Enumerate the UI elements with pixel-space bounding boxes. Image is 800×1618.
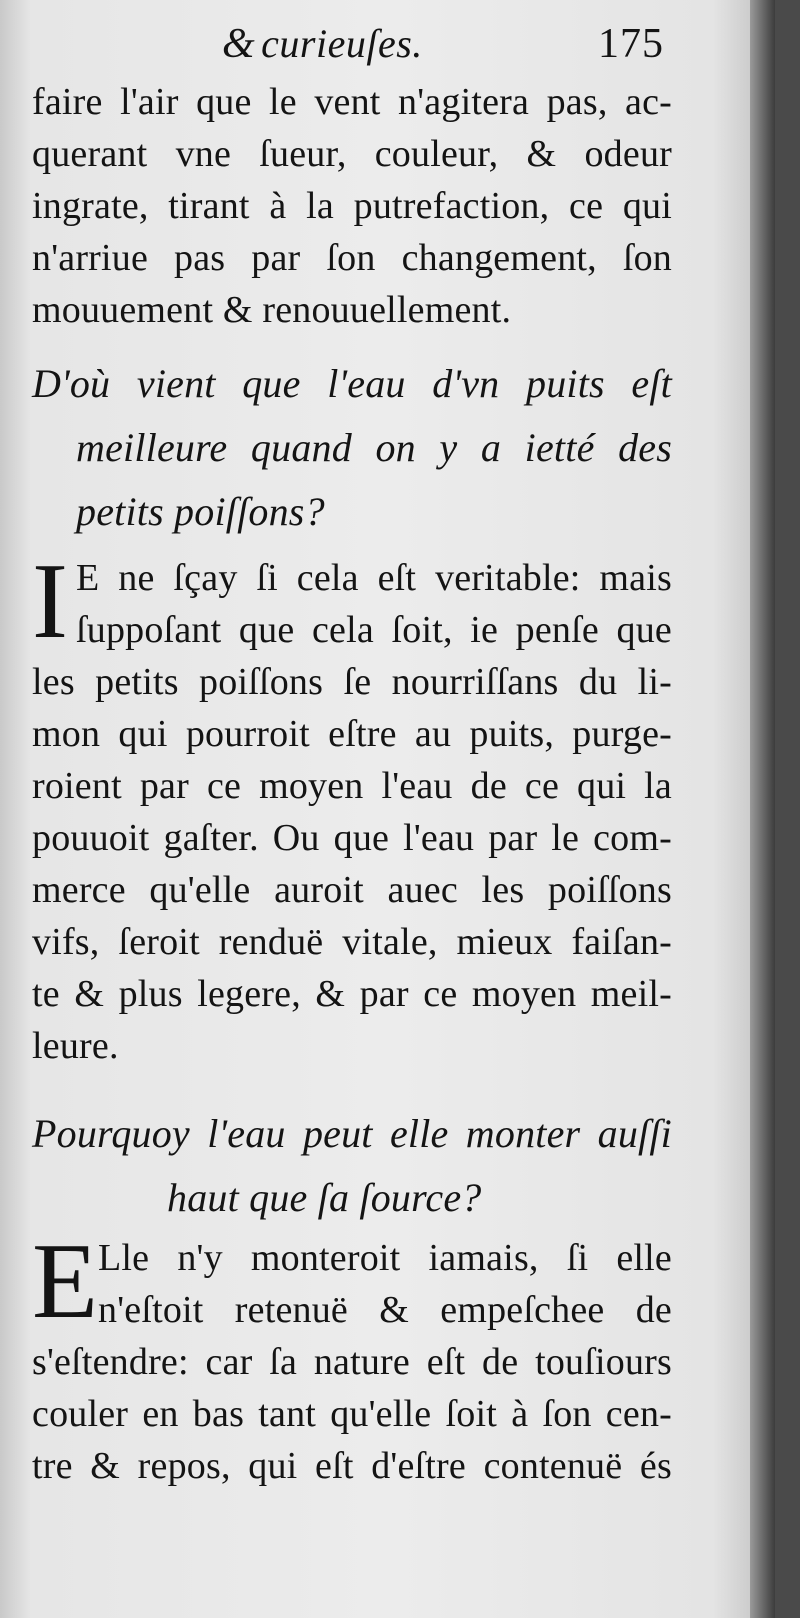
page-header (0, 14, 775, 74)
page-edge-shadow (750, 0, 775, 1618)
heading-line: haut que ſa ſource? (167, 1175, 482, 1220)
text-line: te & plus legere, & par ce moyen meil- (32, 973, 672, 1015)
heading-line: D'où vient que l'eau d'vn puits eſt (32, 361, 672, 406)
text-line: faire l'air que le vent n'agitera pas, ac- (32, 81, 672, 123)
drop-capital: E (32, 1222, 98, 1341)
heading-line: petits poiſſons? (76, 489, 325, 534)
heading-line: meilleure quand on y a ietté des (76, 425, 672, 470)
text-line: n'arriue pas par ſon changement, ſon (32, 237, 672, 279)
text-line: pouuoit gaſter. Ou que l'eau par le com- (32, 817, 672, 859)
text-line: ingrate, tirant à la putrefaction, ce qui (32, 185, 672, 227)
text-line: Lle n'y monteroit iamais, ſi elle (98, 1237, 672, 1279)
page-number: 175 (598, 21, 664, 67)
text-line: querant vne ſueur, couleur, & odeur (32, 133, 672, 175)
text-line: tre & repos, qui eſt d'eſtre contenuë és (32, 1445, 672, 1487)
text-line: mouuement & renouuellement. (32, 289, 512, 331)
text-line: les petits poiſſons ſe nourriſſans du li- (32, 661, 672, 703)
answer-paragraph (32, 542, 672, 1072)
text-line: mon qui pourroit eſtre au puits, purge- (32, 713, 672, 755)
text-line: vifs, ſeroit renduë vitale, mieux faiſan- (32, 921, 672, 963)
text-line: s'eſtendre: car ſa nature eſt de touſiours (32, 1341, 672, 1383)
text-line: E ne ſçay ſi cela eſt veritable: mais (76, 557, 672, 599)
answer-paragraph (32, 1222, 672, 1492)
continuation-paragraph (32, 76, 672, 336)
text-line: n'eſtoit retenuë & empeſchee de (98, 1289, 672, 1331)
text-line: leure. (32, 1025, 119, 1067)
running-head-ampersand: & (222, 21, 256, 67)
text-line: merce qu'elle auroit auec les poiſſons (32, 869, 672, 911)
text-line: ſuppoſant que cela ſoit, ie penſe que (76, 609, 672, 651)
text-line: couler en bas tant qu'elle ſoit à ſon cen- (32, 1393, 672, 1435)
drop-capital: I (32, 542, 68, 661)
running-head-title: curieuſes. (261, 21, 423, 66)
running-head (222, 20, 423, 68)
text-line: roient par ce moyen l'eau de ce qui la (32, 765, 672, 807)
question-heading (32, 352, 672, 544)
heading-line: Pourquoy l'eau peut elle monter auſſi (32, 1111, 672, 1156)
question-heading (32, 1102, 672, 1230)
